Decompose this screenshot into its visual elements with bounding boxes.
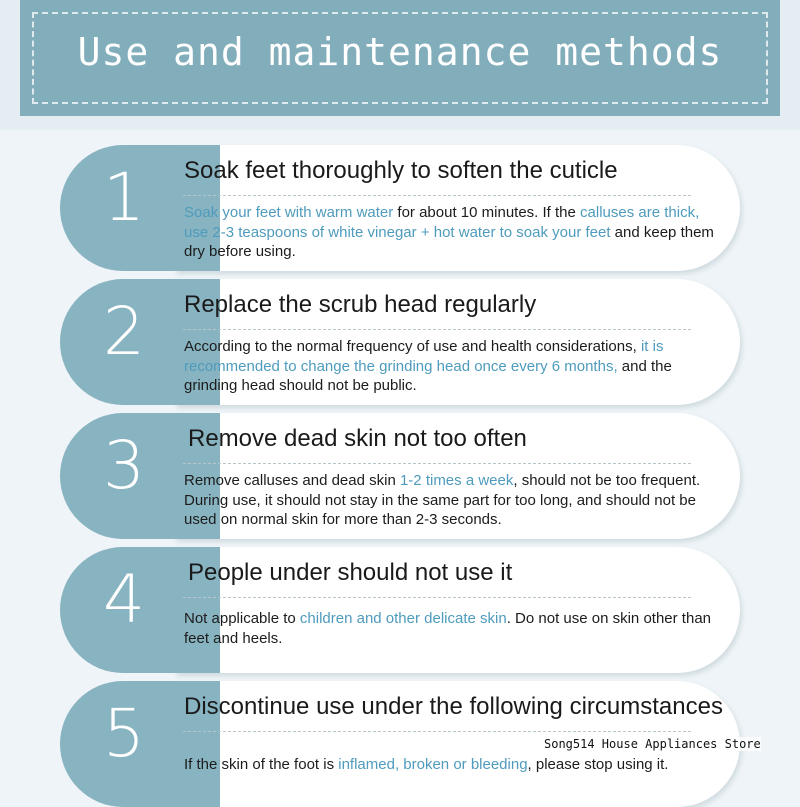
step-card-4	[60, 547, 740, 673]
highlight-text: children and other delicate skin	[299, 610, 507, 627]
step-number: 5	[103, 695, 145, 772]
step-description	[184, 609, 724, 648]
page-title: Use and maintenance methods	[77, 30, 723, 74]
store-watermark: Song514 House Appliances Store	[544, 737, 761, 751]
desc-text: and keep them dry before using.	[184, 223, 714, 260]
step-description	[184, 755, 724, 775]
step-heading: Replace the scrub head regularly	[184, 291, 537, 318]
step-description	[184, 203, 724, 262]
step-description	[184, 471, 724, 530]
desc-text: for about 10 minutes. If the	[393, 204, 581, 221]
step-card-1	[60, 145, 740, 271]
step-number: 4	[103, 561, 145, 638]
step-heading: Soak feet thoroughly to soften the cuticle	[184, 157, 618, 184]
desc-text: , should not be too frequent. During use, it should not stay in the same part for too long, and should not be used on normal skin for more than 2-3 seconds.	[184, 472, 701, 528]
step-heading: Discontinue use under the following circumstances	[184, 693, 723, 720]
desc-text: , please stop using it.	[527, 756, 669, 773]
step-divider	[183, 463, 691, 464]
desc-text: Remove calluses and dead skin	[184, 472, 400, 489]
step-number: 1	[103, 159, 145, 236]
highlight-text: calluses are thick, use 2-3 teaspoons of white vinegar + hot water to soak your feet	[184, 204, 700, 241]
highlight-text: 1-2 times a week	[399, 472, 514, 489]
desc-text: and the grinding head should not be public.	[184, 357, 672, 394]
step-divider	[183, 597, 691, 598]
desc-text: . Do not use on skin other than feet and heels.	[184, 610, 711, 647]
step-card-3	[60, 413, 740, 539]
desc-text: If the skin of the foot is	[184, 756, 339, 773]
highlight-text: it is recommended to change the grinding head once every 6 months,	[184, 338, 664, 375]
highlight-text: inflamed, broken or bleeding	[338, 756, 528, 773]
step-divider	[183, 195, 691, 196]
step-number: 2	[103, 293, 145, 370]
step-number: 3	[103, 427, 145, 504]
step-heading: People under should not use it	[188, 559, 513, 586]
step-description	[184, 337, 724, 396]
desc-text: According to the normal frequency of use and health considerations,	[184, 338, 641, 355]
highlight-text: Soak your feet with warm water	[184, 204, 394, 221]
desc-text: Not applicable to	[184, 610, 300, 627]
header-banner	[20, 0, 780, 116]
step-heading: Remove dead skin not too often	[188, 425, 527, 452]
step-card-2	[60, 279, 740, 405]
step-divider	[183, 731, 691, 732]
step-divider	[183, 329, 691, 330]
